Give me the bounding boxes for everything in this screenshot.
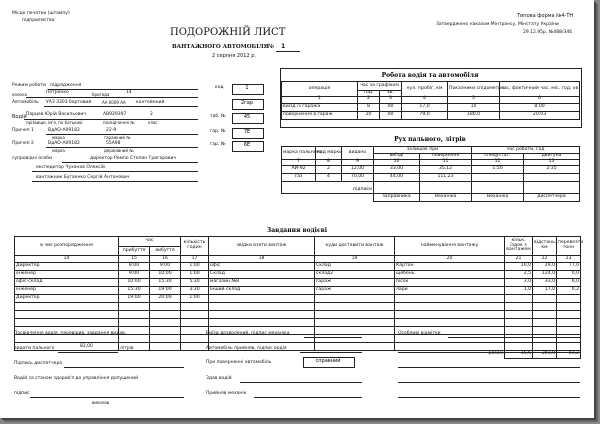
tasks-recipient: інженер: [15, 271, 119, 279]
tasks-cargo: лари: [395, 287, 505, 295]
work-actual: 20:03: [500, 111, 580, 119]
tasks-distance: 124,0: [533, 271, 557, 279]
tasks-recipient: Директор: [15, 295, 119, 303]
column-value: Петренко: [46, 90, 69, 95]
tasks-arrival: 10:00: [119, 279, 150, 287]
fuel-issued: 12,00: [342, 166, 374, 174]
tasks-total-trips: 16,5: [505, 351, 533, 359]
fuel-header-remaining: залишок при: [374, 147, 472, 154]
fuel-header-code: код марки: [316, 147, 342, 160]
footer-driver-handed: Здав водій: [206, 376, 232, 381]
footer-mechanic-allow: Виїзд дозволений, підпис механіка: [206, 331, 290, 336]
tasks-colnum: 15: [119, 256, 150, 263]
work-header-operation: операція: [282, 82, 358, 97]
trailer1-number: 22-9: [106, 128, 117, 133]
fuel-sub-return: поверненні: [420, 154, 472, 160]
work-header-actual-time: час, фактичний час, міс, год, хв: [500, 82, 580, 97]
work-header-zero-run: нул. пробіг, км: [402, 82, 448, 97]
document-title: ПОДОРОЖНІЙ ЛИСТ: [170, 27, 286, 38]
fuel-special: 1:50: [472, 166, 524, 174]
tasks-to: гараж: [315, 279, 395, 287]
fuel-signature-label: підписи: [282, 182, 374, 194]
escort-person-2: вантажник Бугаенко Сергій Антонович: [36, 175, 130, 180]
tasks-trips: 3,0: [505, 279, 533, 287]
work-op: виїзд із гаража: [282, 103, 358, 111]
driver-license-number: АВ929397: [103, 112, 127, 117]
tasks-total-tons: 83,2: [557, 351, 581, 359]
tab-label: таб. №: [210, 114, 226, 119]
car-label: Автомобіль: [12, 100, 39, 105]
tab-value: 45: [243, 114, 251, 120]
car-value: УАЗ 3303 бортовий: [46, 100, 92, 105]
tasks-to: склад2: [315, 271, 395, 279]
tasks-colnum: 17: [181, 256, 209, 263]
footer-signature-label: підпис: [14, 391, 30, 396]
fuel-engine: [524, 174, 580, 182]
driver-value: Парцев Юрій Васильович: [26, 112, 86, 117]
work-row-return: [282, 111, 580, 119]
footer-fuel-value: 82,00: [80, 344, 93, 349]
tasks-header-from: звідки взяти вантаж: [209, 237, 315, 256]
tasks-colnum: 14: [15, 256, 119, 263]
work-colnum: 6: [500, 96, 580, 103]
form-type: Типова форма №4-ТН: [517, 13, 574, 19]
tasks-from: Інший склад: [209, 287, 315, 295]
driver-sub-surname: прізвище, ім'я, по батькові: [26, 120, 83, 125]
trailer1-sub-garage: гаражний №: [104, 135, 131, 140]
fuel-brand: АИ-92: [282, 166, 316, 174]
tasks-colnum: 21: [505, 256, 533, 263]
tasks-departure: 10:00: [150, 271, 181, 279]
fuel-code: 4: [316, 174, 342, 182]
fuel-sign-cell: [420, 182, 472, 194]
work-sub-minutes: хв.: [380, 91, 402, 97]
fuel-departure: 33,00: [374, 166, 420, 174]
garage2-value: 6Е: [243, 142, 251, 148]
tasks-row: [15, 295, 581, 303]
work-header-speedometer: Показники спідометра: [448, 82, 500, 97]
footer-health-admitted: Водій за станом здоров'я до управління допущений: [14, 376, 138, 381]
fuel-caption: Рух пального, літрів: [394, 136, 466, 143]
stamp-label-line2: підприємства: [22, 18, 55, 23]
tasks-row: [15, 271, 581, 279]
trailer1-sub-brand: марка: [52, 135, 65, 140]
tasks-tons: 77,0: [557, 263, 581, 271]
tasks-departure: 20:00: [150, 295, 181, 303]
fuel-issued: 70,00: [342, 174, 374, 182]
garage1-value: 7Е: [243, 129, 251, 135]
fuel-colnum: 7: [282, 160, 316, 166]
code-label: код: [215, 85, 224, 90]
tasks-to: [315, 295, 395, 303]
tasks-tons: 0,0: [557, 271, 581, 279]
tasks-to: Склад: [315, 263, 395, 271]
fuel-return: 35,12: [420, 166, 472, 174]
fuel-header-issued: видано: [342, 147, 374, 160]
fuel-brand: газ: [282, 174, 316, 182]
footer-special-notes: Особливі відмітки: [398, 331, 441, 336]
work-caption: Робота водія та автомобіля: [381, 72, 479, 79]
footer-dispatcher-signature: Підпись диспетчера: [14, 361, 63, 366]
footer-executed: виконав: [92, 400, 110, 405]
tasks-hours: 5:30: [181, 279, 209, 287]
document-date: 2 серпня 2012 р.: [212, 53, 256, 59]
fuel-departure: 44,00: [374, 174, 420, 182]
tasks-hours: 3:30: [181, 287, 209, 295]
tasks-sub-departure: вибуття: [150, 247, 181, 256]
tasks-distance: [533, 295, 557, 303]
tasks-header-time: час: [119, 237, 181, 247]
garage1-label: гар. №: [210, 129, 226, 134]
work-colnum: 5: [448, 96, 500, 103]
tasks-table: [14, 236, 584, 359]
fuel-engine: 2:35: [524, 166, 580, 174]
tasks-from: Склад: [209, 271, 315, 279]
tasks-departure: 9:00: [150, 263, 181, 271]
work-op: повернення в гараж: [282, 111, 358, 119]
fuel-header-work-time: час роботи, год: [472, 147, 580, 154]
tasks-departure: 19:00: [150, 287, 181, 295]
code2-value: 2гар: [240, 100, 254, 106]
fuel-sub-departure: виїзді: [374, 154, 420, 160]
number-label: №: [268, 43, 275, 50]
footer-return-state: При поверненні автомобіль: [206, 360, 272, 365]
fuel-sign-cell: [472, 182, 524, 194]
car-plate: АА 0009 АА: [102, 100, 126, 105]
footer-return-state-value: справний: [315, 358, 341, 364]
tasks-header-trips: кільк. їздок з вантажем: [505, 237, 533, 256]
fuel-row: [282, 174, 580, 182]
fuel-sub-engine: двигуна: [524, 154, 580, 160]
tasks-departure: 15:30: [150, 279, 181, 287]
trailer2-value: ВдАО-А09182: [48, 141, 80, 146]
fuel-sub-special: спецустат.: [472, 154, 524, 160]
footer-fuel-suffix: літрів: [120, 346, 134, 351]
brigade-label: бригада: [92, 92, 110, 97]
tasks-tons: [557, 295, 581, 303]
tasks-recipient: інженер: [15, 287, 119, 295]
tasks-trips: 1,0: [505, 287, 533, 295]
regime-value: підрядження: [50, 83, 82, 88]
tasks-row: [15, 287, 581, 295]
tasks-row: [15, 263, 581, 271]
tasks-header-distance: відстань, км: [533, 237, 557, 256]
work-colnum: 3: [380, 96, 402, 103]
driver-class: 2: [150, 112, 153, 117]
tasks-sub-arrival: прибуття: [119, 247, 150, 256]
tasks-recipient: офіс-склад: [15, 279, 119, 287]
driver-label: Водій: [12, 114, 27, 120]
tasks-to: гараж: [315, 287, 395, 295]
tasks-distance: 17,0: [533, 287, 557, 295]
fuel-colnum: 13: [524, 160, 580, 166]
tasks-arrival: 9:00: [119, 271, 150, 279]
footer-fuel-prefix: видати пального: [14, 346, 55, 351]
tasks-colnum: 16: [150, 256, 181, 263]
tasks-header-to: куди доставити вантаж: [315, 237, 395, 256]
tasks-tons: 0,2: [557, 287, 581, 295]
fuel-sign-cell: [524, 182, 580, 194]
tasks-hours: 1:00: [181, 263, 209, 271]
tasks-header-tons: перевезти тонн: [557, 237, 581, 256]
regime-label: Режим роботи: [12, 83, 46, 88]
fuel-table: [281, 146, 580, 202]
stamp-label-line1: Місце печатки (штампу): [12, 11, 70, 16]
tasks-recipient: Директор: [15, 263, 119, 271]
tasks-distance: 33,0: [533, 279, 557, 287]
tasks-trips: 10,0: [505, 263, 533, 271]
tasks-cargo: Картон: [395, 263, 505, 271]
tasks-caption: Завдання водієві: [266, 227, 328, 234]
fuel-colnum: 8: [316, 160, 342, 166]
fuel-code: 2: [316, 166, 342, 174]
form-decree: 29.12.95р. №488/346: [523, 30, 573, 35]
form-approved: Затверджено наказом Мінтрансу, Мінстату України: [436, 22, 559, 27]
work-header-schedule: час за графіком: [358, 82, 402, 91]
trailer2-number: 55А98: [106, 141, 121, 146]
tasks-arrival: 8:00: [119, 263, 150, 271]
tasks-trips: [505, 295, 533, 303]
work-speedometer: 10: [448, 103, 500, 111]
fuel-sign-col-dispatcher: диспетчера: [524, 194, 580, 202]
trailer1-value: ВдАО-А09182: [48, 128, 80, 133]
tasks-cargo: пісок: [395, 279, 505, 287]
fuel-sign-cell: [374, 182, 420, 194]
fuel-special: [472, 174, 524, 182]
document-number: 1: [281, 43, 286, 50]
fuel-row: [282, 166, 580, 174]
tasks-colnum: 20: [395, 256, 505, 263]
tasks-hours: 1:00: [181, 295, 209, 303]
tasks-colnum: 18: [209, 256, 315, 263]
driver-sub-license: посвідчення №: [103, 120, 135, 125]
trailer2-sub-brand: марка: [52, 148, 65, 153]
fuel-sign-col-refueler: заправника: [374, 194, 420, 202]
car-note: контейнний: [136, 100, 165, 105]
work-sub-hours: год.: [358, 91, 380, 97]
escort-person-1: експедитор Чуханов Олексій: [36, 165, 105, 170]
driver-sub-class: клас: [148, 120, 158, 125]
tasks-hours: 1:00: [181, 271, 209, 279]
tasks-colnum: 23: [557, 256, 581, 263]
fuel-colnum: 9: [342, 160, 374, 166]
work-km: 79,0: [402, 111, 448, 119]
tasks-colnum: 22: [533, 256, 557, 263]
tasks-header-cargo: найменування вантажу: [395, 237, 505, 256]
fuel-colnum: 10: [374, 160, 420, 166]
footer-mechanic-received: Прийняв механік: [206, 391, 247, 396]
fuel-sign-col-mechanic: механіка: [472, 194, 524, 202]
work-hours: 8: [358, 103, 380, 111]
work-minutes: 00: [380, 103, 402, 111]
tasks-distance: 29,0: [533, 263, 557, 271]
garage2-label: гар. №: [210, 142, 226, 147]
tasks-tons: 6,0: [557, 279, 581, 287]
tasks-header-recipient: в чиє розпорядження: [15, 237, 119, 256]
tasks-total-label: разом: [15, 351, 505, 359]
column-label: колона: [12, 92, 27, 97]
work-speedometer: 180,0: [448, 111, 500, 119]
brigade-value: 14: [126, 90, 132, 95]
document-subtitle: ВАНТАЖНОГО АВТОМОБІЛЯ: [172, 44, 269, 50]
trailer2-label: Причеп 2: [12, 141, 34, 146]
work-row-departure: [282, 103, 580, 111]
work-minutes: 00: [380, 111, 402, 119]
tasks-arrival: 15:30: [119, 287, 150, 295]
escort-label: супровідні особи: [12, 156, 53, 161]
tasks-cargo: [395, 295, 505, 303]
fuel-colnum: 12: [472, 160, 524, 166]
fuel-colnum: 11: [420, 160, 472, 166]
work-table: [281, 81, 580, 120]
footer-driver-accepted: Автомобіль прийняв, підпис водія: [206, 346, 287, 351]
trailer2-sub-state: державний №: [104, 148, 134, 153]
tasks-arrival: 19:00: [119, 295, 150, 303]
work-km: 17,0: [402, 103, 448, 111]
work-hours: 20: [358, 111, 380, 119]
work-actual: 8:00: [500, 103, 580, 111]
trailer1-label: Причеп 1: [12, 128, 34, 133]
tasks-cargo: щебень: [395, 271, 505, 279]
fuel-sign-col-mechanic: механіка: [420, 194, 472, 202]
tasks-from: [209, 295, 315, 303]
fuel-return: 111,23: [420, 174, 472, 182]
footer-issued-label: Посвідчення водія, перевірив, завдання видав,: [14, 331, 127, 336]
work-colnum: 1: [282, 96, 358, 103]
fuel-header-brand: марка пального: [282, 147, 316, 160]
work-colnum: 4: [402, 96, 448, 103]
tasks-colnum: 19: [315, 256, 395, 263]
tasks-header-hours: кількість годин: [181, 237, 209, 256]
tasks-row: [15, 279, 581, 287]
code-value: 1: [245, 85, 249, 91]
tasks-from: офіс: [209, 263, 315, 271]
escort-director: директор Ремпо Степан Григорович: [90, 156, 177, 161]
tasks-trips: 2,5: [505, 271, 533, 279]
work-colnum: 2: [358, 96, 380, 103]
tasks-from: магазин №8: [209, 279, 315, 287]
tasks-total-distance: 203,0: [533, 351, 557, 359]
